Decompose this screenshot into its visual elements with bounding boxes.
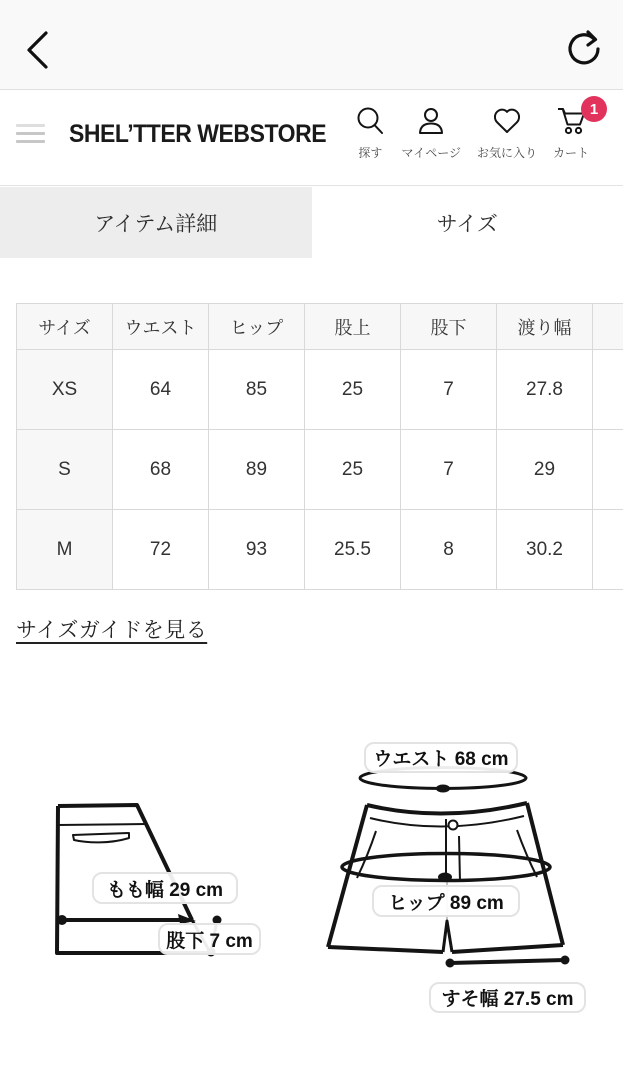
- hem-measurement-label: すそ幅 27.5 cm: [429, 982, 586, 1013]
- col-size: サイズ: [17, 304, 113, 350]
- tab-bar: [0, 187, 623, 258]
- cell-value: 93: [209, 510, 305, 590]
- cell-clipped: [593, 510, 623, 590]
- table-row: [17, 430, 623, 510]
- cell-value: 25: [305, 430, 401, 510]
- cell-value: 7: [401, 350, 497, 430]
- cart-button[interactable]: [545, 99, 597, 161]
- refresh-icon: [565, 29, 605, 71]
- col-waist: ウエスト: [113, 304, 209, 350]
- cell-size: XS: [17, 350, 113, 430]
- cart-badge: 1: [581, 96, 607, 122]
- favorites-label: お気に入り: [476, 146, 537, 160]
- cell-size: M: [17, 510, 113, 590]
- user-icon: [416, 99, 446, 143]
- back-button[interactable]: [16, 26, 60, 76]
- col-rise: 股上: [305, 304, 401, 350]
- search-label: 探す: [358, 146, 383, 160]
- cell-value: 29: [497, 430, 593, 510]
- cell-clipped: [593, 430, 623, 510]
- favorites-button[interactable]: [469, 99, 545, 161]
- size-table-wrapper[interactable]: [16, 303, 623, 590]
- cell-value: 25: [305, 350, 401, 430]
- cell-size: S: [17, 430, 113, 510]
- col-hip: ヒップ: [209, 304, 305, 350]
- table-header-row: [17, 304, 623, 350]
- mypage-label: マイページ: [401, 146, 461, 160]
- cell-value: 64: [113, 350, 209, 430]
- search-icon: [355, 99, 385, 143]
- size-table: [16, 303, 623, 590]
- thigh-measurement-label: もも幅 29 cm: [92, 872, 238, 904]
- menu-button[interactable]: [16, 123, 46, 149]
- header-actions: [347, 99, 597, 161]
- browser-navbar: [0, 0, 623, 90]
- cell-value: 72: [113, 510, 209, 590]
- cell-value: 89: [209, 430, 305, 510]
- col-clipped: [593, 304, 623, 350]
- refresh-button[interactable]: [563, 28, 607, 74]
- cell-value: 85: [209, 350, 305, 430]
- search-button[interactable]: [347, 99, 393, 161]
- cell-value: 30.2: [497, 510, 593, 590]
- cell-value: 7: [401, 430, 497, 510]
- hip-measurement-label: ヒップ 89 cm: [372, 885, 520, 917]
- waist-measurement-label: ウエスト 68 cm: [364, 742, 518, 773]
- tab-size[interactable]: サイズ: [312, 187, 623, 258]
- shorts-front-diagram: [310, 735, 610, 1020]
- cell-clipped: [593, 350, 623, 430]
- chevron-left-icon: [22, 30, 54, 70]
- cart-label: カート: [552, 146, 589, 160]
- cell-value: 27.8: [497, 350, 593, 430]
- inseam-measurement-label: 股下 7 cm: [158, 923, 261, 955]
- store-header: [0, 91, 623, 186]
- store-logo[interactable]: SHEL’TTER WEBSTORE: [69, 120, 327, 148]
- cell-value: 8: [401, 510, 497, 590]
- cell-value: 25.5: [305, 510, 401, 590]
- table-row: [17, 510, 623, 590]
- tab-item-details[interactable]: アイテム詳細: [0, 187, 312, 258]
- heart-icon: [491, 99, 523, 143]
- hamburger-menu-icon: [16, 124, 45, 127]
- table-row: [17, 350, 623, 430]
- cell-value: 68: [113, 430, 209, 510]
- mypage-button[interactable]: [393, 99, 469, 161]
- col-inseam: 股下: [401, 304, 497, 350]
- col-thigh: 渡り幅: [497, 304, 593, 350]
- size-guide-link[interactable]: サイズガイドを見る: [16, 619, 208, 642]
